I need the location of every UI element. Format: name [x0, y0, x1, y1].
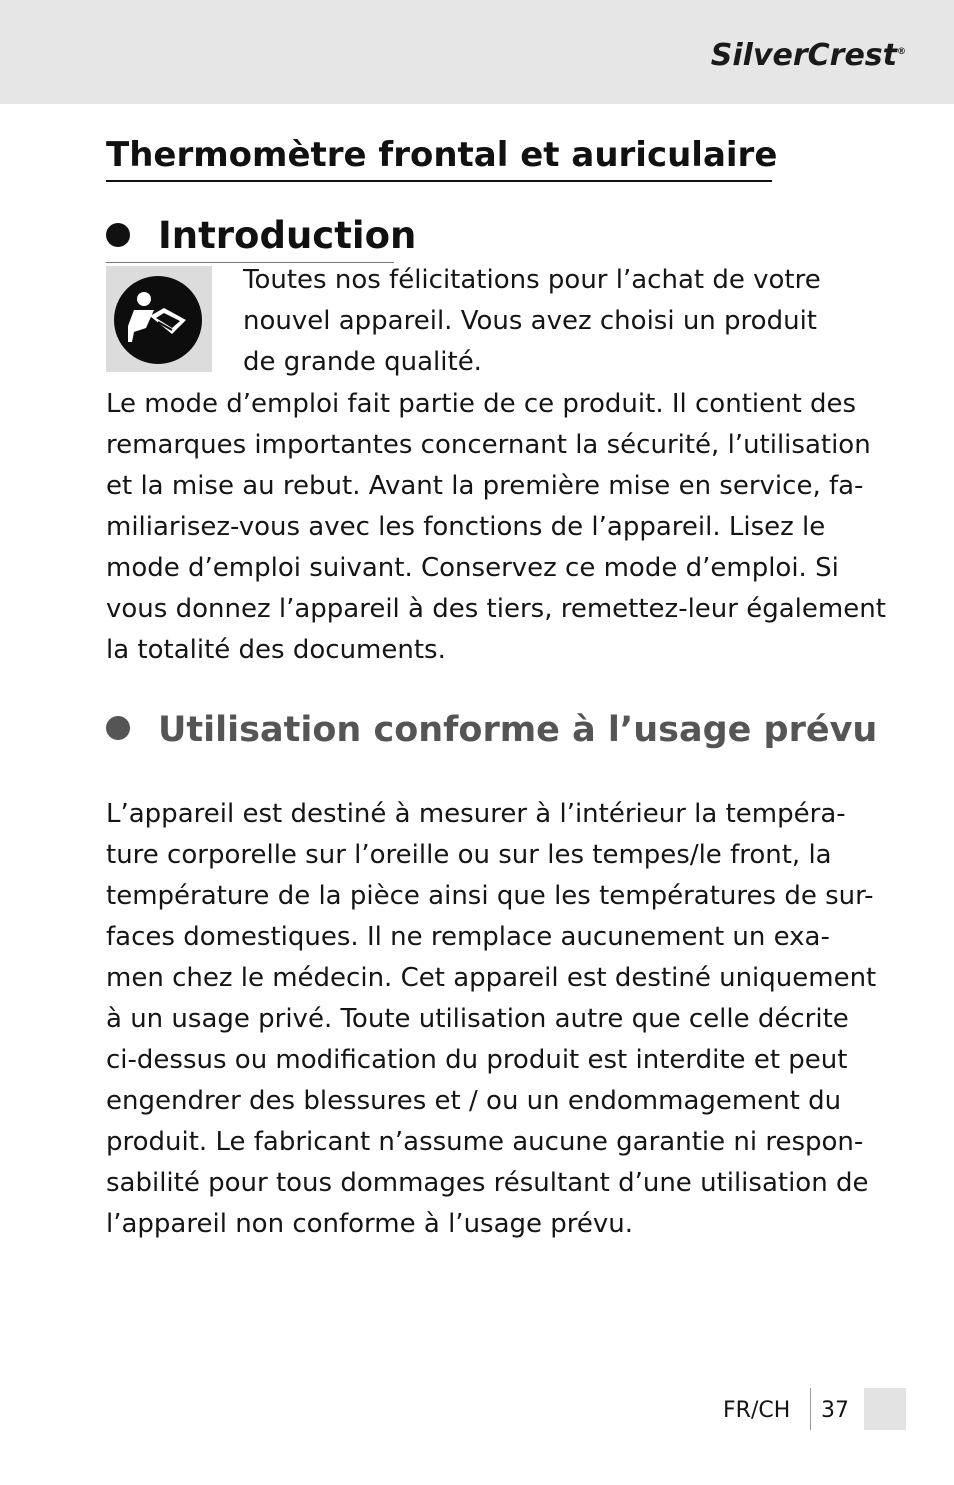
- intro-paragraph: [243, 260, 821, 383]
- section-heading-text: Introduction: [158, 214, 417, 257]
- text-line: engendrer des blessures et / ou un endommagement du: [106, 1086, 842, 1116]
- text-line: produit. Le fabricant n’assume aucune garantie ni respon-: [106, 1127, 864, 1157]
- footer-tab-marker: [864, 1388, 906, 1430]
- text-line: faces domestiques. Il ne remplace aucunement un exa-: [106, 922, 830, 952]
- text-line: la totalité des documents.: [106, 635, 446, 665]
- bullet-icon: [106, 223, 130, 247]
- text-line: L’appareil est destiné à mesurer à l’intérieur la tempéra-: [106, 799, 846, 829]
- read-manual-icon: [106, 266, 212, 372]
- bullet-icon: [106, 716, 130, 740]
- intended-use-body: [106, 794, 876, 1245]
- section-heading-introduction: [106, 214, 416, 258]
- footer-divider: [810, 1388, 811, 1430]
- text-line: et la mise au rebut. Avant la première mise en service, fa-: [106, 471, 864, 501]
- text-line: à un usage privé. Toute utilisation autre que celle décrite: [106, 1004, 849, 1034]
- text-line: mode d’emploi suivant. Conservez ce mode d’emploi. Si: [106, 553, 839, 583]
- document-title: Thermomètre frontal et auriculaire: [106, 132, 772, 182]
- footer-language: FR/CH: [723, 1398, 791, 1423]
- text-line: Le mode d’emploi fait partie de ce produit. Il contient des: [106, 389, 857, 419]
- text-line: men chez le médecin. Cet appareil est destiné uniquement: [106, 963, 877, 993]
- text-line: Toutes nos félicitations pour l’achat de votre: [243, 265, 821, 295]
- text-line: ture corporelle sur l’oreille ou sur les tempes/le front, la: [106, 840, 832, 870]
- text-line: ci-dessus ou modification du produit est interdite et peut: [106, 1045, 848, 1075]
- text-line: l’appareil non conforme à l’usage prévu.: [106, 1209, 634, 1239]
- brand-logo: [711, 38, 906, 73]
- text-line: remarques importantes concernant la sécurité, l’utilisation: [106, 430, 871, 460]
- brand-name: SilverCrest: [710, 38, 897, 73]
- text-line: de grande qualité.: [243, 347, 482, 377]
- section-heading-text: Utilisation conforme à l’usage prévu: [158, 710, 878, 750]
- text-line: vous donnez l’appareil à des tiers, remettez-leur également: [106, 594, 886, 624]
- text-line: sabilité pour tous dommages résultant d’une utilisation de: [106, 1168, 869, 1198]
- text-line: miliarisez-vous avec les fonctions de l’appareil. Lisez le: [106, 512, 826, 542]
- text-line: nouvel appareil. Vous avez choisi un produit: [243, 306, 817, 336]
- registered-mark: ®: [897, 47, 906, 57]
- page-number: 37: [821, 1398, 849, 1423]
- introduction-body: [106, 384, 886, 671]
- text-line: température de la pièce ainsi que les températures de sur-: [106, 881, 874, 911]
- section-heading-intended-use: [106, 708, 877, 752]
